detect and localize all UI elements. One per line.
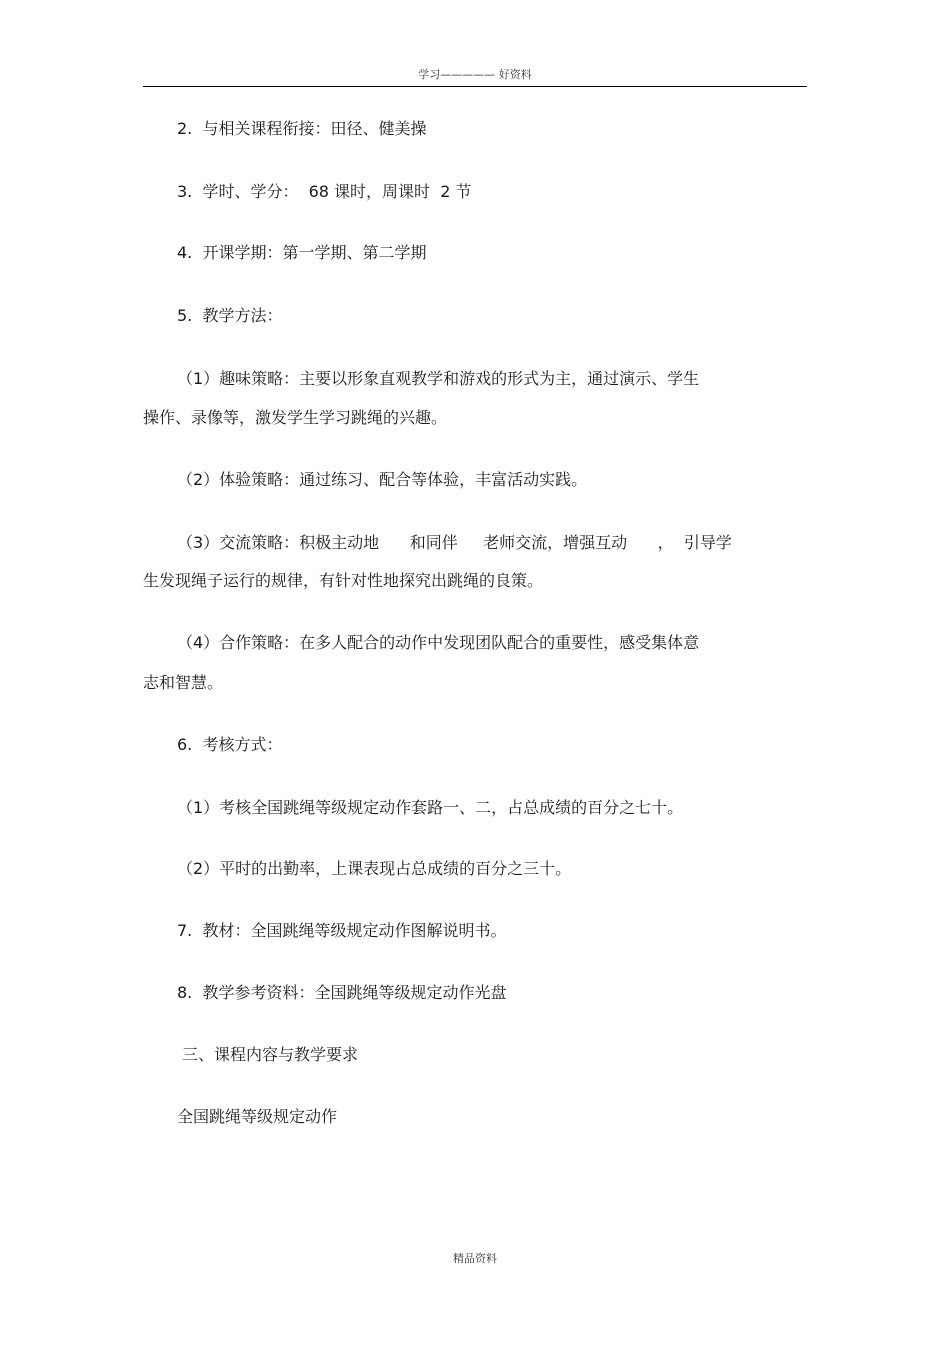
subsection-heading: 全国跳绳等级规定动作 xyxy=(177,1107,338,1126)
section-heading-3: 三、课程内容与教学要求 xyxy=(182,1045,359,1064)
list-item-3: 3. 学时、学分： 68 课时，周课时 2 节 xyxy=(177,182,472,201)
method-1-line-1: （1）趣味策略：主要以形象直观教学和游戏的形式为主，通过演示、学生 xyxy=(177,369,700,388)
assessment-1: （1）考核全国跳绳等级规定动作套路一、二，占总成绩的百分之七十。 xyxy=(177,798,684,817)
method-2: （2）体验策略：通过练习、配合等体验，丰富活动实践。 xyxy=(177,470,588,489)
header-divider xyxy=(143,86,807,87)
list-item-4: 4. 开课学期：第一学期、第二学期 xyxy=(177,243,427,262)
list-item-7: 7. 教材：全国跳绳等级规定动作图解说明书。 xyxy=(177,921,507,940)
method-3-line-2: 生发现绳子运行的规律，有针对性地探究出跳绳的良策。 xyxy=(143,571,544,590)
method-3-line-1: （3）交流策略：积极主动地 和同伴 老师交流，增强互动 ， 引导学 xyxy=(177,533,732,552)
page-footer: 精品资料 xyxy=(453,1252,497,1265)
method-1-line-2: 操作、录像等，激发学生学习跳绳的兴趣。 xyxy=(143,408,448,427)
assessment-2: （2）平时的出勤率，上课表现占总成绩的百分之三十。 xyxy=(177,859,572,878)
list-item-8: 8. 教学参考资料：全国跳绳等级规定动作光盘 xyxy=(177,983,507,1002)
page-header: 学习————— 好资料 xyxy=(418,68,532,81)
method-4-line-2: 志和智慧。 xyxy=(143,673,224,692)
list-item-6: 6. 考核方式： xyxy=(177,735,283,754)
method-4-line-1: （4）合作策略：在多人配合的动作中发现团队配合的重要性，感受集体意 xyxy=(177,633,700,652)
list-item-5: 5. 教学方法： xyxy=(177,306,283,325)
list-item-2: 2. 与相关课程衔接：田径、健美操 xyxy=(177,119,427,138)
